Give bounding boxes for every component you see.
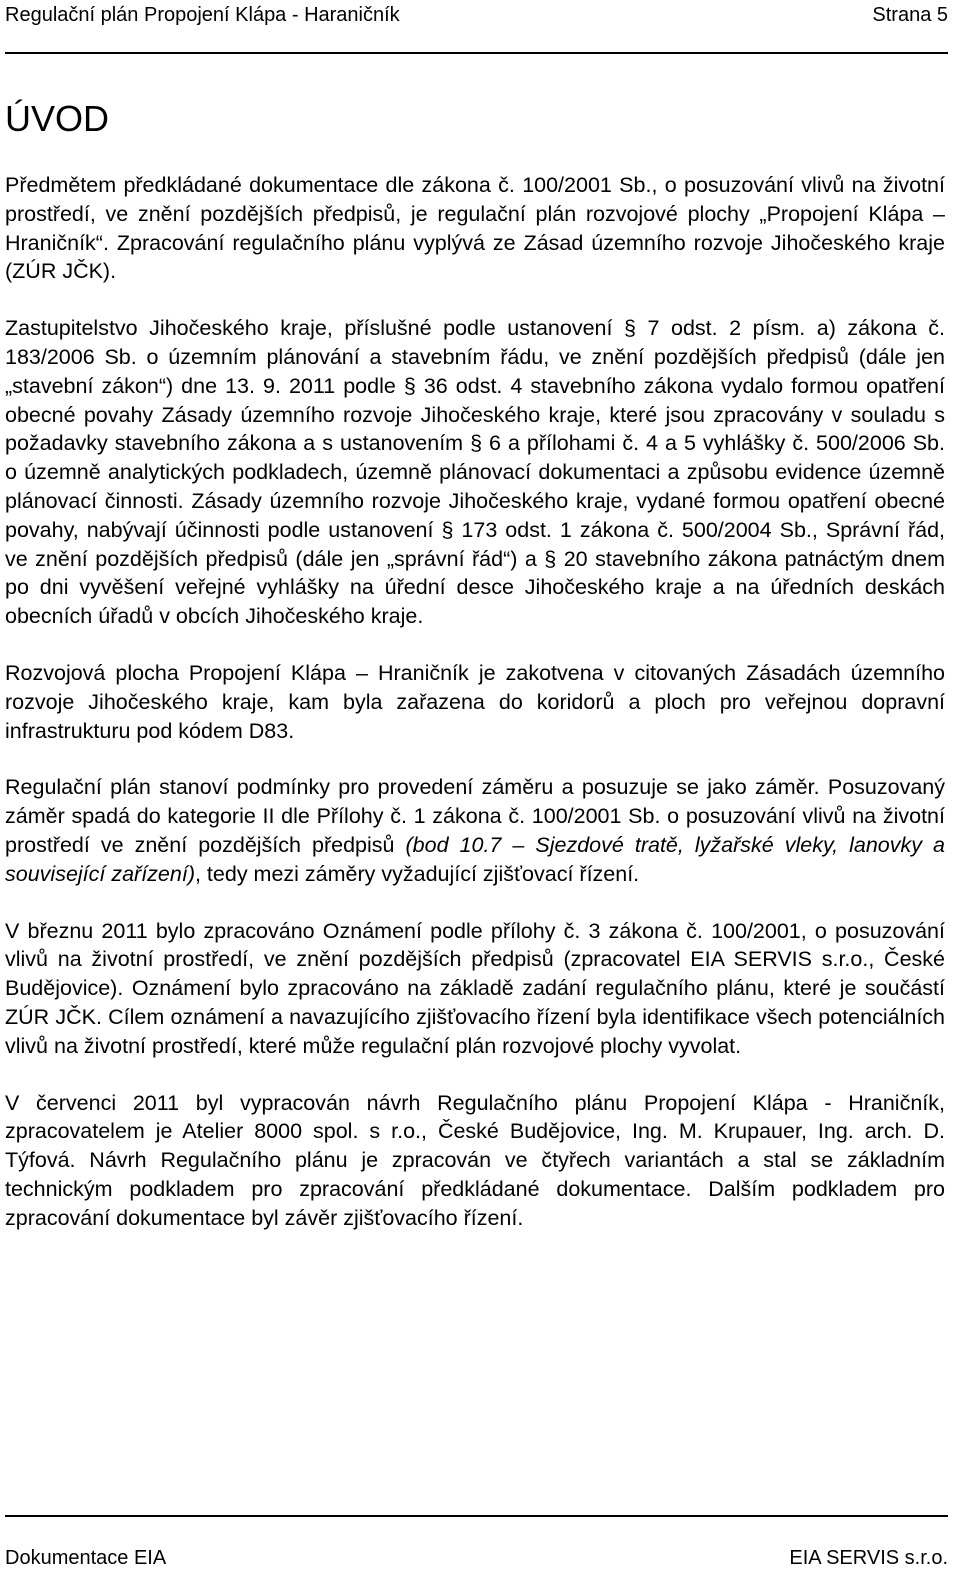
footer-doc-type: Dokumentace EIA	[5, 1547, 167, 1569]
paragraph-6: V červenci 2011 byl vypracován návrh Regulačního plánu Propojení Klápa - Hraničník, zpracovatelem je Atelier 8000 spol. s r.o., České Budějovice, Ing. M. Krupauer, Ing. arch. D. Týfová. Návrh Regulačního plánu je zpracován ve čtyřech variantách a stal se základním technickým podkladem pro zpracování předkládané dokumentace. Dalším podkladem pro zpracování dokumentace byl závěr zjišťovacího řízení.	[5, 1090, 945, 1230]
section-title: ÚVOD	[5, 98, 110, 139]
paragraph-4-italic: (bod 10.7 – Sjezdové tratě, lyžařské vleky, lanovky a související zařízení)	[5, 832, 945, 886]
document-title: Regulační plán Propojení Klápa - Haraničník	[5, 4, 400, 26]
paragraph-1: Předmětem předkládané dokumentace dle zákona č. 100/2001 Sb., o posuzování vlivů na životní prostředí, ve znění pozdějších předpisů, je regulační plán rozvojové plochy „Propojení Klápa – Hraničník“. Zpracování regulačního plánu vyplývá ze Zásad územního rozvoje Jihočeského kraje (ZÚR JČK).	[5, 173, 945, 284]
paragraph-4-end: , tedy mezi záměry vyžadující zjišťovací řízení.	[194, 861, 640, 886]
paragraph-4	[5, 773, 945, 888]
footer-company: EIA SERVIS s.r.o.	[789, 1547, 948, 1569]
paragraph-4-start: Regulační plán stanoví podmínky pro provedení záměru a posuzuje se jako záměr. Posuzovaný záměr spadá do kategorie II dle Přílohy č. 1 zákona č. 100/2001 Sb. o posuzování vlivů na životní prostředí ve znění pozdějších předpisů	[5, 775, 945, 857]
body-text	[5, 171, 945, 1233]
paragraph-3: Rozvojová plocha Propojení Klápa – Hraničník je zakotvena v citovaných Zásadách územního rozvoje Jihočeského kraje, kam byla zařazena do koridorů a ploch pro veřejnou dopravní infrastrukturu pod kódem D83.	[5, 660, 945, 743]
page-header	[5, 0, 948, 54]
paragraph-5: V březnu 2011 bylo zpracováno Oznámení podle přílohy č. 3 zákona č. 100/2001, o posuzování vlivů na životní prostředí, ve znění pozdějších předpisů (zpracovatel EIA SERVIS s.r.o., České Budějovice). Oznámení bylo zpracováno na základě zadání regulačního plánu, které je součástí ZÚR JČK. Cílem oznámení a navazujícího zjišťovacího řízení byla identifikace všech potenciálních vlivů na životní prostředí, které může regulační plán rozvojové plochy vyvolat.	[5, 918, 945, 1058]
page-footer	[5, 1515, 948, 1577]
page-number: Strana 5	[872, 4, 948, 26]
paragraph-2: Zastupitelstvo Jihočeského kraje, příslušné podle ustanovení § 7 odst. 2 písm. a) zákona č. 183/2006 Sb. o územním plánování a stavebním řádu, ve znění pozdějších předpisů (dále jen „stavební zákon“) dne 13. 9. 2011 podle § 36 odst. 4 stavebního zákona vydalo formou opatření obecné povahy Zásady územního rozvoje Jihočeského kraje, které jsou zpracovány v souladu s požadavky stavebního zákona a s ustanovením § 6 a přílohami č. 4 a 5 vyhlášky č. 500/2006 Sb. o územně analytických podkladech, územně plánovací dokumentaci a způsobu evidence územně plánovací činnosti. Zásady územního rozvoje Jihočeského kraje, vydané formou opatření obecné povahy, nabývají účinnosti podle ustanovení § 173 odst. 1 zákona č. 500/2004 Sb., Správní řád, ve znění pozdějších předpisů (dále jen „správní řád“) a § 20 stavebního zákona patnáctým dnem po dni vyvěšení veřejné vyhlášky na úřední desce Jihočeského kraje a na úředních deskách obecních úřadů v obcích Jihočeského kraje.	[5, 316, 945, 629]
